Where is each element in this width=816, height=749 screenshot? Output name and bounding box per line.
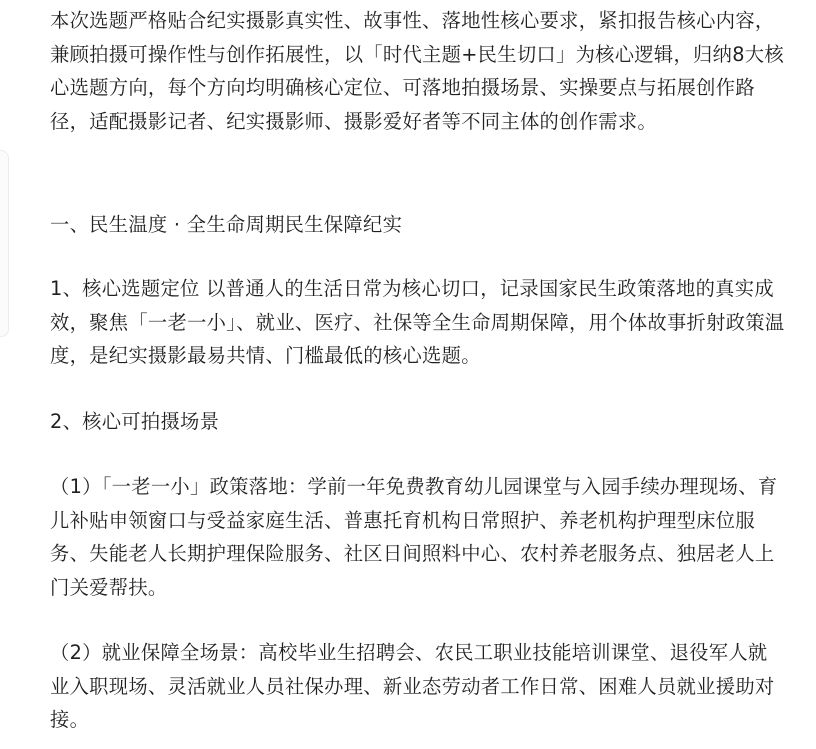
core-scenes-heading: 2、核心可拍摄场景 <box>50 410 220 433</box>
core-definition-paragraph: 1、核心选题定位 以普通人的生活日常为核心切口，记录国家民生政策落地的真实成效，聚焦「一老一小」、就业、医疗、社保等全生命周期保障，用个体故事折射政策温度，是纪实摄影最易共情、门槛最低的核心选题。 <box>50 277 785 367</box>
left-edge-panel <box>0 150 9 337</box>
section-heading: 一、民生温度 · 全生命周期民生保障纪实 <box>50 213 403 236</box>
scene-item-2: （2）就业保障全场景：高校毕业生招聘会、农民工职业技能培训课堂、退役军人就业入职现场、灵活就业人员社保办理、新业态劳动者工作日常、困难人员就业援助对接。 <box>50 641 775 731</box>
intro-paragraph: 本次选题严格贴合纪实摄影真实性、故事性、落地性核心要求，紧扣报告核心内容，兼顾拍摄可操作性与创作拓展性，以「时代主题+民生切口」为核心逻辑，归纳8大核心选题方向，每个方向均明确核心定位、可落地拍摄场景、实操要点与拓展创作路径，适配摄影记者、纪实摄影师、摄影爱好者等不同主体的创作需求。 <box>50 9 784 133</box>
scene-item-1: （1）「一老一小」政策落地：学前一年免费教育幼儿园课堂与入园手续办理现场、育儿补贴申领窗口与受益家庭生活、普惠托育机构日常照护、养老机构护理型床位服务、失能老人长期护理保险服务、社区日间照料中心、农村养老服务点、独居老人上门关爱帮扶。 <box>50 475 778 599</box>
